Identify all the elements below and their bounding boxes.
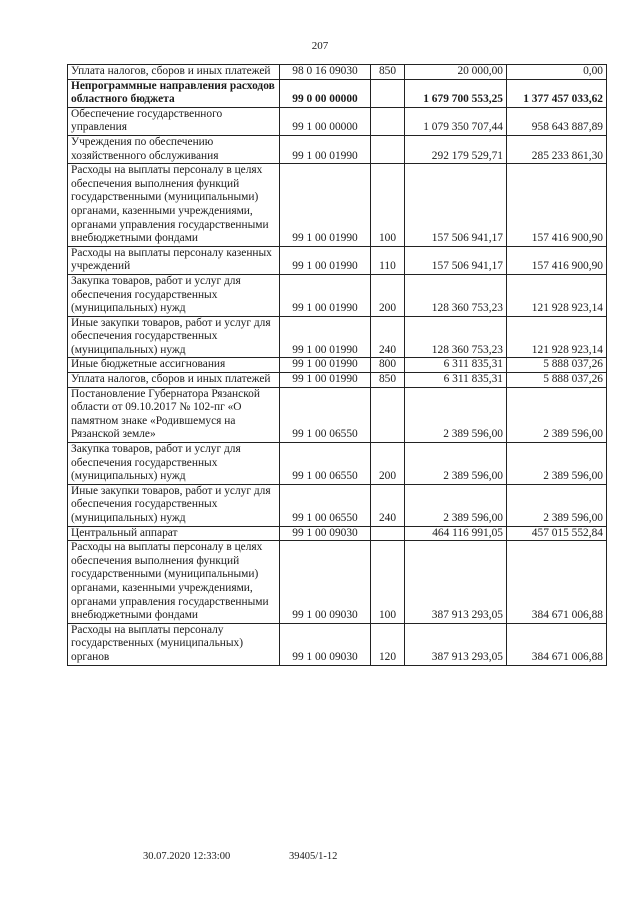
row-code-cell: 99 1 00 06550	[280, 443, 371, 485]
row-type-cell	[371, 135, 405, 163]
row-type-cell: 240	[371, 316, 405, 358]
row-code-cell: 99 1 00 01990	[280, 274, 371, 316]
row-type-cell: 200	[371, 274, 405, 316]
table-row	[68, 65, 607, 80]
row-name-cell: Иные закупки товаров, работ и услуг для обеспечения государственных (муниципальных) нужд	[68, 316, 280, 358]
row-type-cell	[371, 79, 405, 107]
table-row	[68, 135, 607, 163]
row-sum-second-cell: 5 888 037,26	[507, 358, 607, 373]
row-type-cell	[371, 526, 405, 541]
row-name-cell: Расходы на выплаты персоналу в целях обеспечения выполнения функций государственными (муниципальными) органами, казенными учреждениями, органами управления государственными внебюджетными фондами	[68, 541, 280, 624]
row-sum-second-cell: 5 888 037,26	[507, 373, 607, 388]
row-sum-first-cell: 2 389 596,00	[405, 443, 507, 485]
row-code-cell: 99 1 00 01990	[280, 316, 371, 358]
table-row	[68, 443, 607, 485]
row-code-cell: 99 1 00 01990	[280, 135, 371, 163]
table-row	[68, 274, 607, 316]
row-name-cell: Расходы на выплаты персоналу казенных учреждений	[68, 246, 280, 274]
row-type-cell: 110	[371, 246, 405, 274]
budget-table-body	[68, 65, 607, 666]
row-sum-first-cell: 157 506 941,17	[405, 246, 507, 274]
row-code-cell: 99 1 00 09030	[280, 623, 371, 665]
row-name-cell: Закупка товаров, работ и услуг для обеспечения государственных (муниципальных) нужд	[68, 443, 280, 485]
row-name-cell: Обеспечение государственного управления	[68, 107, 280, 135]
row-sum-second-cell: 2 389 596,00	[507, 443, 607, 485]
row-sum-second-cell: 2 389 596,00	[507, 484, 607, 526]
row-type-cell: 850	[371, 373, 405, 388]
table-row	[68, 246, 607, 274]
row-sum-first-cell: 6 311 835,31	[405, 373, 507, 388]
table-row	[68, 484, 607, 526]
page-number: 207	[311, 40, 329, 52]
row-sum-second-cell: 121 928 923,14	[507, 316, 607, 358]
row-sum-first-cell: 157 506 941,17	[405, 164, 507, 247]
row-name-cell: Расходы на выплаты персоналу государственных (муниципальных) органов	[68, 623, 280, 665]
row-sum-second-cell: 384 671 006,88	[507, 623, 607, 665]
row-sum-second-cell: 121 928 923,14	[507, 274, 607, 316]
row-type-cell: 100	[371, 541, 405, 624]
row-sum-first-cell: 464 116 991,05	[405, 526, 507, 541]
row-type-cell	[371, 107, 405, 135]
row-type-cell: 240	[371, 484, 405, 526]
row-sum-second-cell: 457 015 552,84	[507, 526, 607, 541]
table-row	[68, 358, 607, 373]
row-name-cell: Расходы на выплаты персоналу в целях обеспечения выполнения функций государственными (муниципальными) органами, казенными учреждениями, органами управления государственными внебюджетными фондами	[68, 164, 280, 247]
row-sum-first-cell: 128 360 753,23	[405, 316, 507, 358]
row-sum-first-cell: 6 311 835,31	[405, 358, 507, 373]
row-code-cell: 99 1 00 09030	[280, 541, 371, 624]
row-sum-first-cell: 2 389 596,00	[405, 484, 507, 526]
row-code-cell: 99 1 00 09030	[280, 526, 371, 541]
row-sum-first-cell: 387 913 293,05	[405, 623, 507, 665]
table-row	[68, 164, 607, 247]
row-name-cell: Учреждения по обеспечению хозяйственного обслуживания	[68, 135, 280, 163]
row-name-cell: Уплата налогов, сборов и иных платежей	[68, 65, 280, 80]
row-code-cell: 99 1 00 06550	[280, 387, 371, 442]
row-code-cell: 99 1 00 01990	[280, 246, 371, 274]
footer-document-id: 39405/1-12	[289, 851, 338, 862]
row-type-cell	[371, 387, 405, 442]
row-type-cell: 800	[371, 358, 405, 373]
table-row	[68, 373, 607, 388]
row-name-cell: Иные бюджетные ассигнования	[68, 358, 280, 373]
row-type-cell: 850	[371, 65, 405, 80]
row-sum-first-cell: 387 913 293,05	[405, 541, 507, 624]
row-code-cell: 99 1 00 00000	[280, 107, 371, 135]
row-name-cell: Уплата налогов, сборов и иных платежей	[68, 373, 280, 388]
table-row	[68, 623, 607, 665]
footer-datetime: 30.07.2020 12:33:00	[143, 851, 231, 862]
row-sum-second-cell: 1 377 457 033,62	[507, 79, 607, 107]
table-row	[68, 387, 607, 442]
row-name-cell: Центральный аппарат	[68, 526, 280, 541]
row-name-cell: Закупка товаров, работ и услуг для обеспечения государственных (муниципальных) нужд	[68, 274, 280, 316]
row-sum-second-cell: 157 416 900,90	[507, 246, 607, 274]
row-sum-first-cell: 128 360 753,23	[405, 274, 507, 316]
row-code-cell: 99 1 00 06550	[280, 484, 371, 526]
row-sum-second-cell: 285 233 861,30	[507, 135, 607, 163]
row-type-cell: 120	[371, 623, 405, 665]
row-name-cell: Постановление Губернатора Рязанской области от 09.10.2017 № 102-пг «О памятном знаке «Родившемуся на Рязанской земле»	[68, 387, 280, 442]
table-row	[68, 107, 607, 135]
row-code-cell: 99 1 00 01990	[280, 373, 371, 388]
table-row	[68, 79, 607, 107]
row-sum-first-cell: 2 389 596,00	[405, 387, 507, 442]
row-sum-first-cell: 292 179 529,71	[405, 135, 507, 163]
row-sum-second-cell: 384 671 006,88	[507, 541, 607, 624]
row-code-cell: 99 1 00 01990	[280, 358, 371, 373]
row-sum-first-cell: 1 079 350 707,44	[405, 107, 507, 135]
row-name-cell: Непрограммные направления расходов областного бюджета	[68, 79, 280, 107]
row-code-cell: 99 0 00 00000	[280, 79, 371, 107]
row-code-cell: 98 0 16 09030	[280, 65, 371, 80]
table-row	[68, 541, 607, 624]
row-type-cell: 100	[371, 164, 405, 247]
row-sum-second-cell: 2 389 596,00	[507, 387, 607, 442]
row-sum-first-cell: 20 000,00	[405, 65, 507, 80]
row-sum-first-cell: 1 679 700 553,25	[405, 79, 507, 107]
row-name-cell: Иные закупки товаров, работ и услуг для обеспечения государственных (муниципальных) нужд	[68, 484, 280, 526]
table-row	[68, 316, 607, 358]
row-sum-second-cell: 958 643 887,89	[507, 107, 607, 135]
budget-table	[67, 64, 607, 666]
table-row	[68, 526, 607, 541]
row-code-cell: 99 1 00 01990	[280, 164, 371, 247]
row-sum-second-cell: 157 416 900,90	[507, 164, 607, 247]
row-type-cell: 200	[371, 443, 405, 485]
row-sum-second-cell: 0,00	[507, 65, 607, 80]
